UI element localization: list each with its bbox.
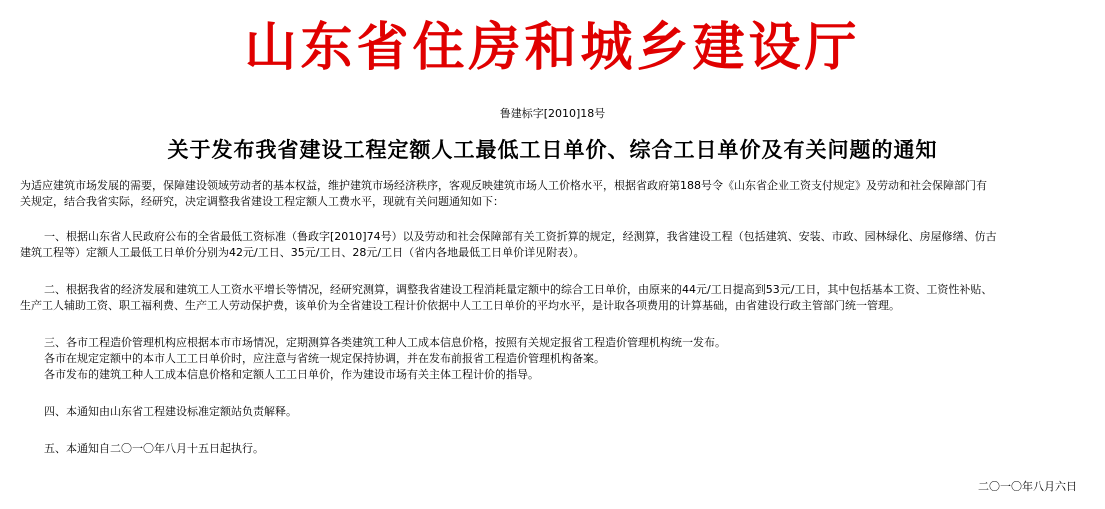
section-5-line: 五、本通知自二〇一〇年八月十五日起执行。	[44, 442, 264, 455]
document-number: 鲁建标字[2010]18号	[499, 107, 606, 120]
section-3-line: 三、各市工程造价管理机构应根据本市市场情况，定期测算各类建筑工种人工成本信息价格，按照有关规定报省工程造价管理机构统一发布。	[44, 336, 726, 349]
intro-line: 关规定，结合我省实际，经研究，决定调整我省建设工程定额人工费水平，现就有关问题通知如下：	[20, 195, 504, 208]
section-1-line: 一、根据山东省人民政府公布的全省最低工资标准（鲁政字[2010]74号）以及劳动和社会保障部有关工资折算的规定，经测算，我省建设工程（包括建筑、安装、市政、园林绿化、房屋修缮、仿古	[44, 230, 997, 243]
section-1-paragraph	[20, 229, 1086, 261]
section-2-paragraph	[20, 282, 1086, 314]
section-2-line: 生产工人辅助工资、职工福利费、生产工人劳动保护费，该单价为全省建设工程计价依据中人工工日单价的平均水平，是计取各项费用的计算基础，由省建设行政主管部门统一管理。	[20, 299, 900, 312]
section-2-line: 二、根据我省的经济发展和建筑工人工资水平增长等情况，经研究测算，调整我省建设工程消耗量定额中的综合工日单价，由原来的44元/工日提高到53元/工日，其中包括基本工资、工资性补贴、	[44, 283, 993, 296]
section-4-paragraph	[20, 404, 1086, 420]
document-title: 关于发布我省建设工程定额人工最低工日单价、综合工日单价及有关问题的通知	[167, 137, 938, 162]
intro-line: 为适应建筑市场发展的需要，保障建设领域劳动者的基本权益，维护建筑市场经济秩序，客观反映建筑市场人工价格水平，根据省政府第188号令《山东省企业工资支付规定》及劳动和社会保障部门有	[20, 179, 987, 192]
section-1-line: 建筑工程等）定额人工最低工日单价分别为42元/工日、35元/工日、28元/工日（省内各地最低工日单价详见附表）。	[20, 246, 585, 259]
intro-paragraph	[20, 178, 1086, 210]
department-banner: 山东省住房和城乡建设厅	[244, 17, 861, 78]
section-5-paragraph	[20, 441, 1086, 457]
section-4-line: 四、本通知由山东省工程建设标准定额站负责解释。	[44, 405, 297, 418]
issue-date: 二〇一〇年八月六日	[978, 480, 1077, 493]
section-3-paragraph	[20, 335, 1086, 383]
section-3-line: 各市在规定定额中的本市人工工日单价时，应注意与省统一规定保持协调，并在发布前报省工程造价管理机构备案。	[44, 352, 605, 365]
section-3-line: 各市发布的建筑工种人工成本信息价格和定额人工工日单价，作为建设市场有关主体工程计价的指导。	[44, 368, 539, 381]
